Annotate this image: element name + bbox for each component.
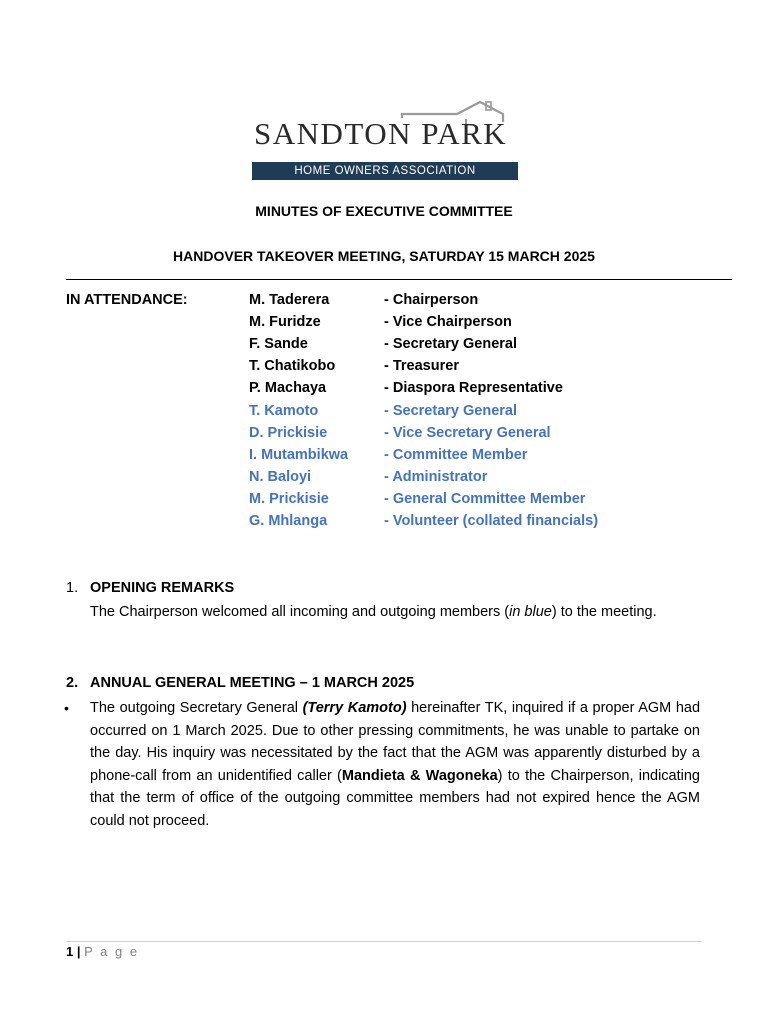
section-1-text: The Chairperson welcomed all incoming and outgoing members (in blue) to the meeting. [90,604,657,620]
section-1-heading: OPENING REMARKS [90,580,235,596]
member-name: M. Taderera [249,292,330,308]
member-name: T. Kamoto [249,402,319,419]
member-name: M. Furidze [249,314,321,331]
member-name: G. Mhlanga [249,513,328,529]
logo-tagline: HOME OWNERS ASSOCIATION [252,162,518,180]
member-role: - Secretary General [384,402,517,419]
member-role: - Diaspora Representative [384,380,563,397]
member-role: - Vice Secretary General [384,424,551,441]
attendance-label: IN ATTENDANCE: [66,292,188,308]
section-1-number: 1. [66,580,79,596]
footer-divider [66,941,702,942]
header-divider [66,279,732,280]
member-name: N. Baloyi [249,468,312,485]
sandton-park-logo [252,96,520,184]
member-name: M. Prickisie [249,490,329,507]
member-name: I. Mutambikwa [249,446,349,463]
section-2-text: The outgoing Secretary General (Terry Kamoto) hereinafter TK, inquired if a proper AGM had occurred on 1 March 2025. Due to other pressing commitments, he was unable to partake on the day. His inquiry was necessitated by the fact that the AGM was apparently disturbed by a phone-call from an unidentified caller (Mandieta & Wagoneka) to the Chairperson, indicating that the term of office of the outgoing committee members had not expired hence the AGM could not proceed. [90,700,701,829]
bullet-marker: • [64,700,69,716]
member-name: F. Sande [249,336,308,353]
section-2-heading: ANNUAL GENERAL MEETING – 1 MARCH 2025 [90,675,415,691]
member-role: - Administrator [384,468,488,485]
document-subtitle: HANDOVER TAKEOVER MEETING, SATURDAY 15 MARCH 2025 [173,248,595,264]
member-name: P. Machaya [249,380,327,397]
member-name: D. Prickisie [249,424,328,441]
member-role: - General Committee Member [384,490,586,507]
member-role: - Committee Member [384,446,528,463]
member-role: - Treasurer [384,358,459,375]
member-role: - Vice Chairperson [384,314,512,331]
member-name: T. Chatikobo [249,358,336,375]
member-role: - Chairperson [384,292,479,308]
member-role: - Secretary General [384,336,517,353]
section-2-number: 2. [66,675,79,691]
page-footer: 1 | P a g e [66,944,140,959]
document-title: MINUTES OF EXECUTIVE COMMITTEE [255,203,513,219]
logo-name: SANDTON PARK [254,116,508,151]
member-role: - Volunteer (collated financials) [384,513,599,529]
